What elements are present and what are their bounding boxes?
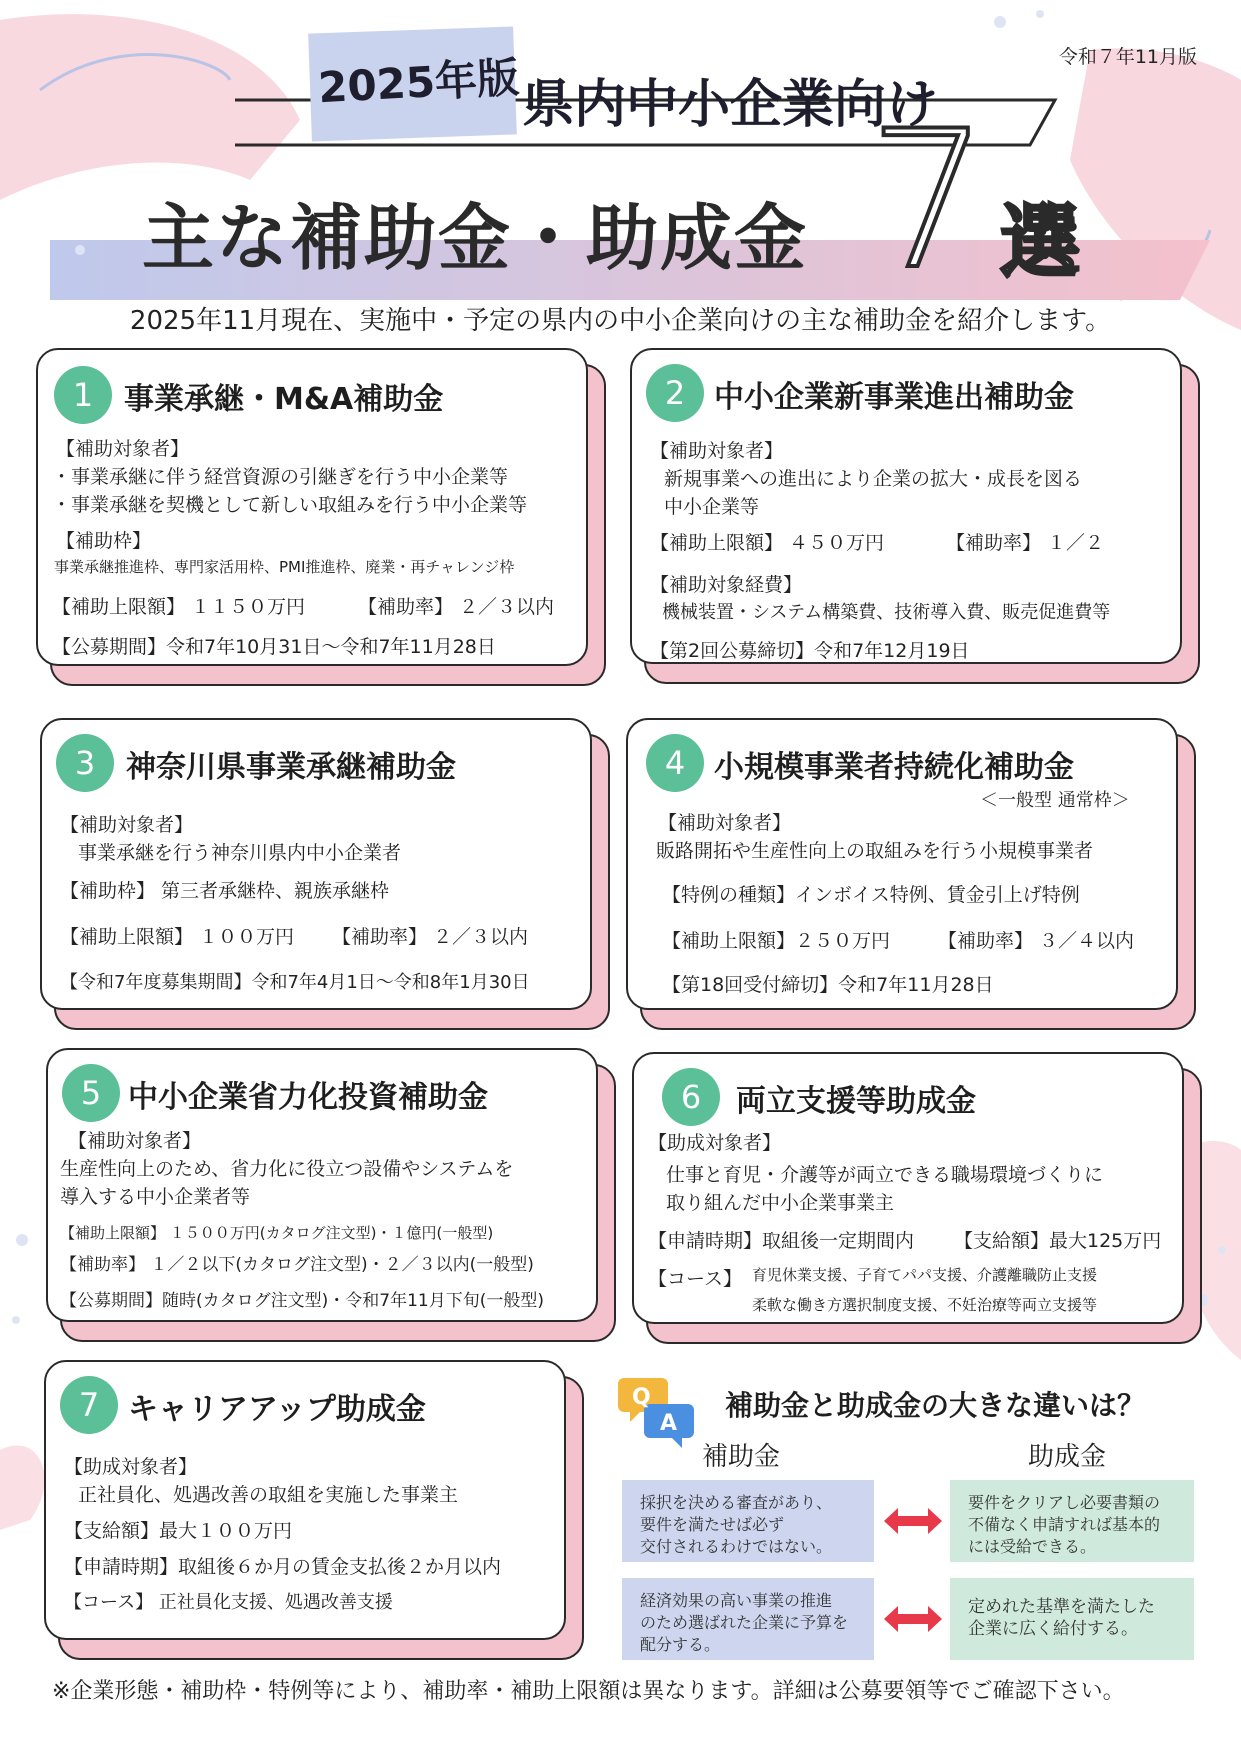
grant-heading: 助成金 [1028,1442,1107,1472]
card-number: 2 [646,364,704,422]
card-line: 【補助率】 ２／３以内 [358,596,555,618]
card-title: 事業承継・M&A補助金 [124,382,444,417]
card-line: 【補助上限額】 １００万円 [60,926,295,948]
card-line: 事業承継を行う神奈川県内中小企業者 [78,842,402,864]
footnote: ※企業形態・補助枠・特例等により、補助率・補助上限額は異なります。詳細は公募要領等でご確認下さい。 [52,1679,1125,1704]
card-line: 【コース】 正社員化支援、処遇改善支援 [64,1592,393,1613]
card-line: 仕事と育児・介護等が両立できる職場環境づくりに [666,1164,1104,1186]
year-badge: 2025年版 [316,52,521,113]
card-line: 【補助率】 ２／３以内 [332,926,529,948]
qa-title: 補助金と助成金の大きな違いは？ [725,1389,1146,1422]
card-line: 【補助率】 １／２ [946,532,1105,554]
card-line: 【補助対象者】 [658,812,792,834]
card-line: 新規事業への進出により企業の拡大・成長を図る [664,468,1083,490]
card-1 [36,348,588,666]
card-2 [630,348,1182,664]
card-title: 中小企業新事業進出補助金 [714,380,1074,415]
card-number: 3 [56,734,114,792]
card-line: 【補助対象者】 [56,438,190,460]
card-line: 【補助対象者】 [68,1130,202,1152]
card-line: 【申請時期】取組後６か月の賃金支払後２か月以内 [64,1556,502,1578]
card-line: 【補助上限額】 １５００万円(カタログ注文型)・１億円(一般型) [60,1224,494,1242]
card-4 [626,718,1178,1010]
card-line: 【コース】 [648,1268,743,1290]
double-arrow-icon [884,1506,942,1536]
card-number: 4 [646,734,704,792]
grant-box-1: 要件をクリアし必要書類の 不備なく申請すれば基本的 には受給できる。 [950,1480,1194,1562]
page-title: 主な補助金・助成金 [142,196,809,280]
card-line: 事業承継推進枠、専門家活用枠、PMI推進枠、廃業・再チャレンジ枠 [54,558,515,576]
card-7 [44,1360,566,1640]
card-line: 取り組んだ中小企業事業主 [666,1192,895,1214]
card-line: 導入する中小企業者等 [60,1186,251,1208]
card-line: 【第18回受付締切】令和7年11月28日 [662,974,994,996]
card-line: 【補助対象者】 [60,814,194,836]
card-line: 【補助率】 １／２以下(カタログ注文型)・２／３以内(一般型) [60,1255,534,1275]
card-line: 【助成対象者】 [648,1132,782,1154]
card-5 [46,1048,598,1322]
card-title: 中小企業省力化投資補助金 [128,1080,488,1115]
card-line: 【補助対象者】 [650,440,784,462]
top-title: 県内中小企業向け [522,75,939,135]
seven-number: 7 [868,90,989,311]
card-number: 6 [662,1068,720,1126]
subsidy-box-2: 経済効果の高い事業の推進 のため選ばれた企業に予算を 配分する。 [622,1578,874,1660]
card-line: 【公募期間】随時(カタログ注文型)・令和7年11月下旬(一般型) [60,1291,544,1311]
card-line: 柔軟な働き方選択制度支援、不妊治療等両立支援等 [752,1296,1098,1314]
card-line: 【特例の種類】インボイス特例、賃金引上げ特例 [662,884,1080,906]
card-line: 【補助上限額】 ４５０万円 [650,532,885,554]
card-line: ・事業承継を契機として新しい取組みを行う中小企業等 [52,494,528,516]
card-line: 【補助対象経費】 [650,574,803,596]
card-line: 【補助率】 ３／４以内 [938,930,1135,952]
card-line: 販路開拓や生産性向上の取組みを行う小規模事業者 [656,840,1094,862]
card-title: キャリアアップ助成金 [128,1392,426,1427]
qa-a-letter: A [660,1411,678,1436]
card-line: 【公募期間】令和7年10月31日～令和7年11月28日 [52,636,496,658]
card-line: 中小企業等 [664,496,760,518]
double-arrow-icon [884,1604,942,1634]
card-line: 機械装置・システム構築費、技術導入費、販売促進費等 [662,602,1111,623]
card-3 [40,718,592,1010]
card-line: 【補助上限額】 １１５０万円 [52,596,306,618]
card-line: 生産性向上のため、省力化に役立つ設備やシステムを [60,1158,514,1180]
card-number: 1 [54,366,112,424]
card-line: 【支給額】最大１００万円 [64,1520,293,1542]
card-line: 育児休業支援、子育てパパ支援、介護離職防止支援 [752,1266,1098,1284]
card-title: 両立支援等助成金 [736,1084,976,1119]
intro-text: 2025年11月現在、実施中・予定の県内の中小企業向けの主な補助金を紹介します。 [129,306,1112,336]
card-line: 【申請時期】取組後一定期間内 [648,1230,915,1252]
card-line: 【支給額】最大125万円 [954,1230,1162,1252]
card-number: 7 [60,1376,118,1434]
card-line: 【第2回公募締切】令和7年12月19日 [650,640,970,662]
card-line: 正社員化、処遇改善の取組を実施した事業主 [78,1484,459,1506]
sen-character: 選 [1000,196,1080,289]
card-title: 小規模事業者持続化補助金 [714,750,1074,785]
card-line: 【令和7年度募集期間】令和7年4月1日～令和8年1月30日 [60,972,530,993]
card-title: 神奈川県事業承継補助金 [126,750,456,785]
edition-label: 令和７年11月版 [1058,46,1197,68]
card-number: 5 [62,1064,120,1122]
card-line: 【補助上限額】２５０万円 [662,930,891,952]
card-subtitle: ＜一般型 通常枠＞ [980,790,1130,811]
card-line: ・事業承継に伴う経営資源の引継ぎを行う中小企業等 [52,466,509,488]
card-line: 【助成対象者】 [64,1456,198,1478]
card-line: 【補助枠】 [56,530,152,552]
subsidy-heading: 補助金 [702,1442,781,1472]
subsidy-box-1: 採択を決める審査があり、 要件を満たせば必ず 交付されるわけではない。 [622,1480,874,1562]
qa-q-letter: Q [632,1385,651,1410]
card-line: 【補助枠】 第三者承継枠、親族承継枠 [60,880,390,902]
qa-icon [618,1370,698,1450]
card-6 [632,1052,1184,1324]
grant-box-2: 定めれた基準を満たした 企業に広く給付する。 [950,1578,1194,1660]
